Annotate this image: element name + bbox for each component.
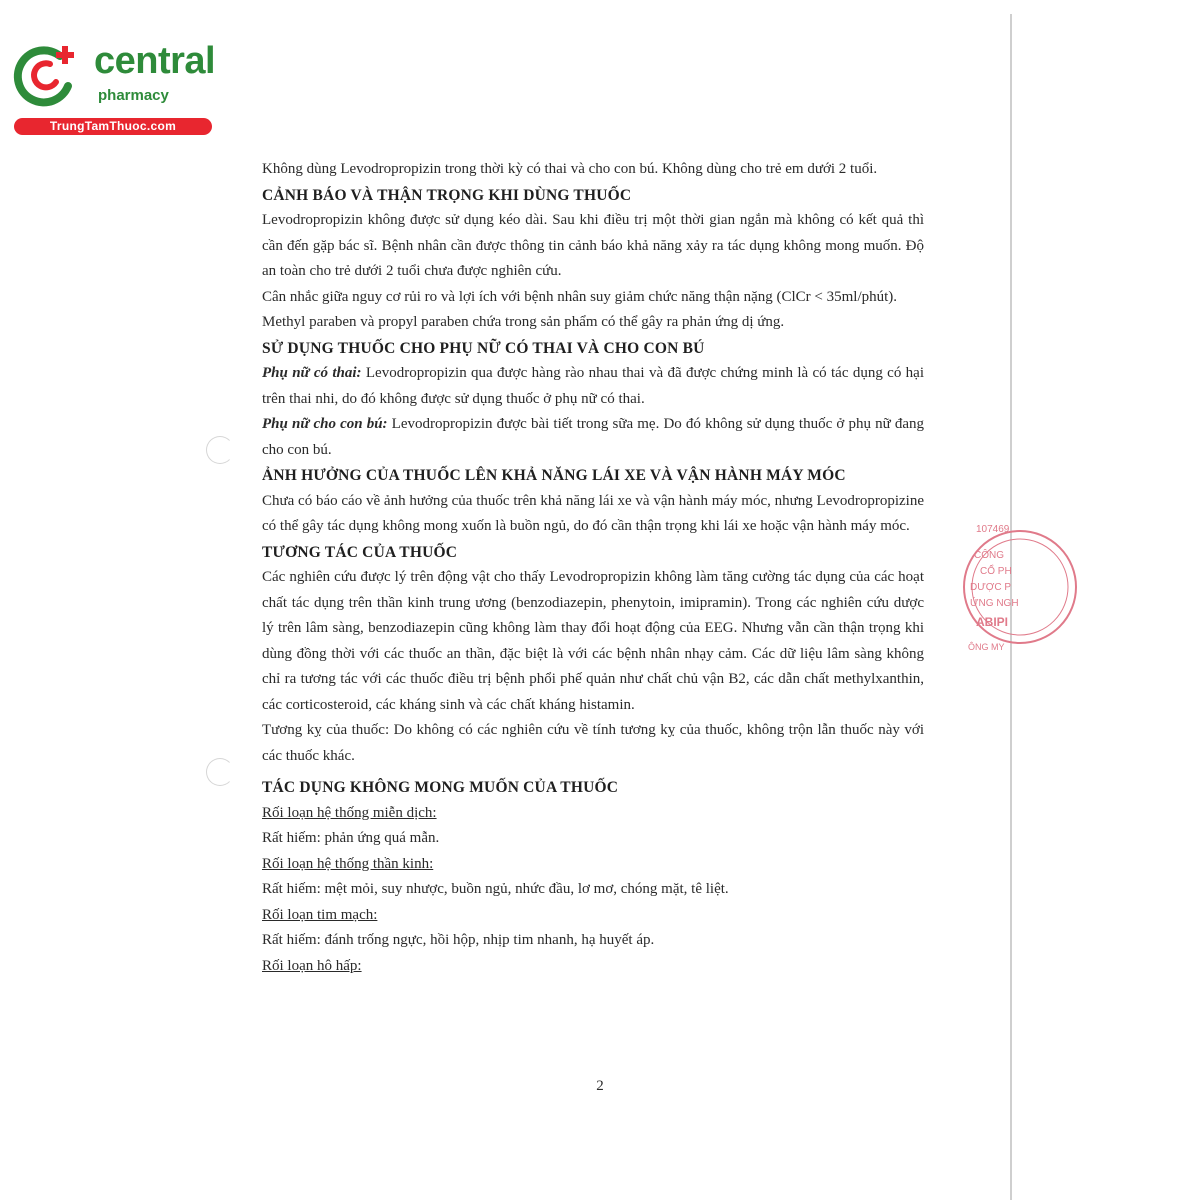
incompatibility-paragraph: Tương kỵ của thuốc: Do không có các nghiên cứu về tính tương kỵ của thuốc, không trộn lẫn thuốc này với các thuốc khác. [262, 722, 924, 764]
nervous-subheading: Rối loạn hệ thống thần kinh: [262, 855, 434, 872]
driving-heading: ẢNH HƯỞNG CỦA THUỐC LÊN KHẢ NĂNG LÁI XE VÀ VẬN HÀNH MÁY MÓC [262, 467, 846, 484]
driving-paragraph: Chưa có báo cáo về ảnh hưởng của thuốc trên khả năng lái xe và vận hành máy móc, nhưng Levodropropizine có thể gây tác dụng không mong xuốn là buồn ngủ, do đó cần thận trọng khi lái xe hoặc vận hành máy móc. [262, 492, 924, 534]
brand-website[interactable]: TrungTamThuoc.com [14, 118, 212, 135]
pharmacy-cross-icon [10, 38, 82, 110]
brand-name: central [94, 40, 216, 82]
pregnancy-text: Levodropropizin qua được hàng rào nhau thai và đã được chứng minh là có tác dụng có hại trên thai nhi, do đó không được sử dụng thuốc ở phụ nữ có thai. [262, 365, 924, 407]
leaflet-body [262, 157, 924, 979]
adverse-effects-heading: TÁC DỤNG KHÔNG MONG MUỐN CỦA THUỐC [262, 779, 619, 796]
interactions-paragraph: Các nghiên cứu được lý trên động vật cho thấy Levodropropizin không làm tăng cường tác dụng của các hoạt chất tác dụng trên thần kinh trung ương (benzodiazepin, phenytoin, imipramin). Trong các nghiên cứu dược lý trên lâm sàng, benzodiazepin cũng không làm thay đổi hoạt động của EEG. Nhưng vẫn cần thận trọng khi dùng đồng thời với các thuốc an thần, đặc biệt là với các bệnh nhân nhạy cảm. Các dữ liệu lâm sàng không chỉ ra tương tác với các thuốc điều trị bệnh phổi phế quản như chất chủ vận B2, các dẫn chất methylxanthin, các corticosteroid, các kháng sinh và các chất kháng histamin. [262, 569, 924, 713]
pregnancy-heading: SỬ DỤNG THUỐC CHO PHỤ NỮ CÓ THAI VÀ CHO CON BÚ [262, 339, 705, 357]
svg-text:CÔNG: CÔNG [974, 550, 1004, 561]
cardio-subheading: Rối loạn tim mạch: [262, 906, 378, 923]
nervous-paragraph: Rất hiếm: mệt mỏi, suy nhược, buồn ngủ, nhức đầu, lơ mơ, chóng mặt, tê liệt. [262, 881, 729, 897]
page-number: 2 [596, 1078, 604, 1094]
warnings-paragraph-2: Cân nhắc giữa nguy cơ rủi ro và lợi ích với bệnh nhân suy giảm chức năng thận nặng (ClCr < 35ml/phút). [262, 288, 898, 305]
pregnancy-paragraph [262, 361, 924, 412]
warnings-heading: CẢNH BÁO VÀ THẬN TRỌNG KHI DÙNG THUỐC [262, 186, 632, 204]
pregnancy-label: Phụ nữ có thai: [262, 365, 362, 381]
svg-text:ỨNG NGH: ỨNG NGH [970, 598, 1019, 609]
warnings-paragraph-1: Levodropropizin không được sử dụng kéo dài. Sau khi điều trị một thời gian ngắn mà không có kết quả thì cần đến gặp bác sĩ. Bệnh nhân cần được thông tin cảnh báo khả năng xảy ra tác dụng không mong muốn. Độ an toàn cho trẻ dưới 2 tuổi chưa được nghiên cứu. [262, 212, 924, 279]
lactation-paragraph [262, 412, 924, 463]
svg-text:CỔ PH: CỔ PH [980, 566, 1012, 577]
intro-paragraph: Không dùng Levodropropizin trong thời kỳ có thai và cho con bú. Không dùng cho trẻ em dưới 2 tuổi. [262, 161, 878, 177]
brand-logo[interactable] [10, 38, 220, 138]
warnings-paragraph-3: Methyl paraben và propyl paraben chứa trong sản phẩm có thể gây ra phản ứng dị ứng. [262, 314, 785, 330]
cardio-paragraph: Rất hiếm: đánh trống ngực, hồi hộp, nhịp tim nhanh, hạ huyết áp. [262, 932, 655, 948]
immune-paragraph: Rất hiếm: phản ứng quá mẫn. [262, 830, 440, 846]
svg-text:107469: 107469 [976, 524, 1010, 535]
brand-subtitle: pharmacy [98, 87, 169, 104]
lactation-label: Phụ nữ cho con bú: [262, 416, 388, 432]
svg-text:DƯỢC P: DƯỢC P [970, 582, 1012, 593]
red-company-stamp [962, 512, 1019, 662]
svg-text:ABIPI: ABIPI [976, 615, 1009, 629]
binder-hole [206, 436, 234, 464]
interactions-heading: TƯƠNG TÁC CỦA THUỐC [262, 543, 458, 561]
immune-subheading: Rối loạn hệ thống miễn dịch: [262, 804, 437, 821]
lactation-text: Levodropropizin được bài tiết trong sữa mẹ. Do đó không sử dụng thuốc ở phụ nữ đang cho con bú. [262, 416, 925, 458]
binder-hole [206, 758, 234, 786]
svg-text:ÔNG MY: ÔNG MY [968, 642, 1005, 652]
respiratory-subheading: Rối loạn hô hấp: [262, 957, 362, 974]
